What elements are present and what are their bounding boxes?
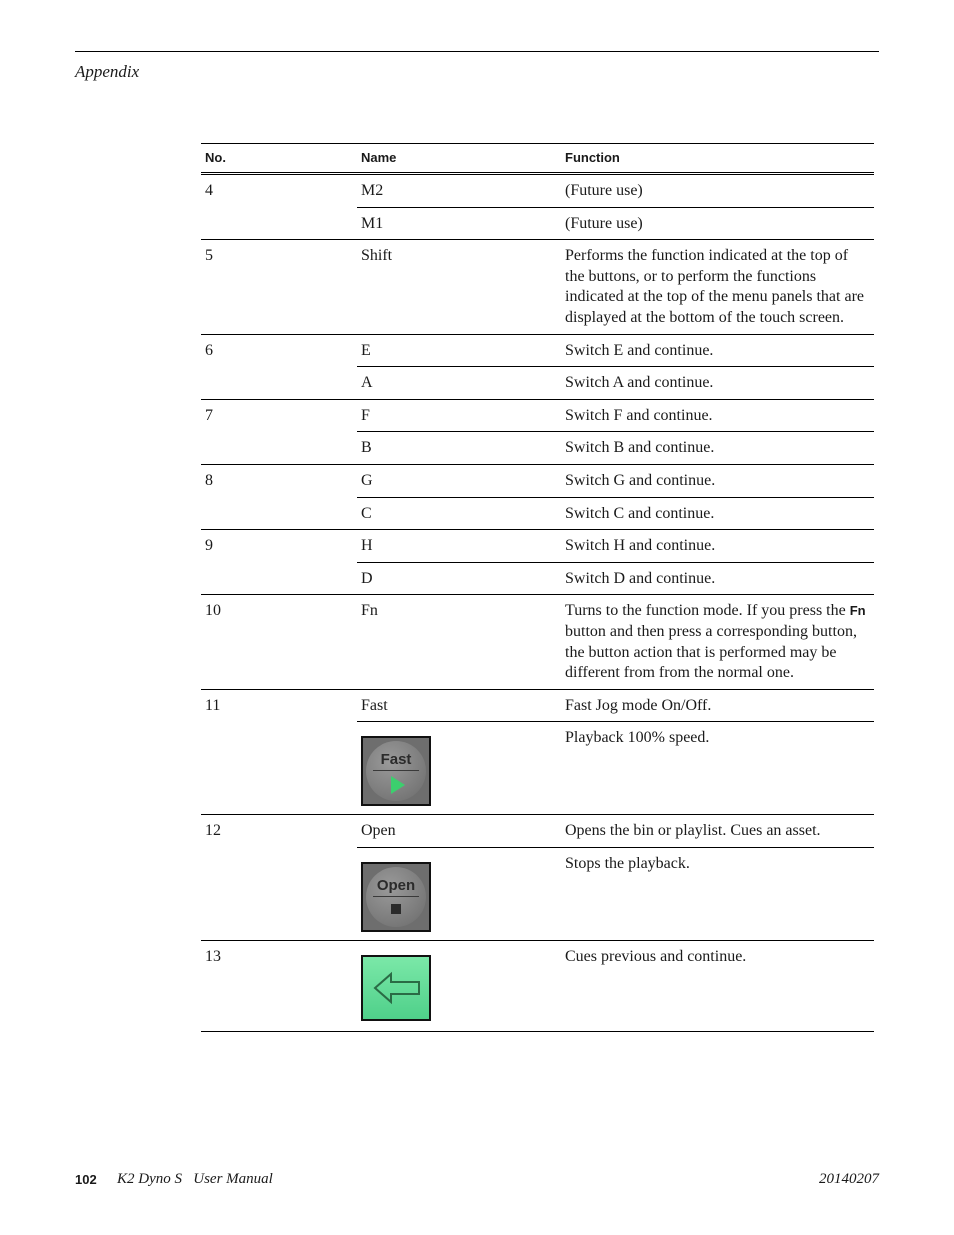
cell-name: H bbox=[357, 530, 561, 563]
table-row bbox=[201, 940, 874, 1031]
cell-name: B bbox=[357, 432, 561, 465]
cell-no: 8 bbox=[205, 471, 213, 489]
cell-no: 10 bbox=[201, 595, 357, 689]
cell-no: 9 bbox=[205, 537, 213, 555]
cell-no: 4 bbox=[205, 182, 213, 199]
fn-button-code: Fn bbox=[849, 603, 866, 619]
stop-square-icon bbox=[363, 864, 429, 930]
cell-function: Opens the bin or playlist. Cues an asset. bbox=[561, 815, 874, 848]
running-head: Appendix bbox=[75, 62, 140, 81]
cell-function: Stops the playback. bbox=[561, 847, 874, 940]
cell-name: F bbox=[357, 399, 561, 432]
cell-function: Switch A and continue. bbox=[561, 367, 874, 400]
cell-name bbox=[357, 722, 561, 815]
table-row bbox=[201, 334, 874, 367]
table-row bbox=[201, 815, 874, 848]
table-row bbox=[201, 399, 874, 432]
cell-name: Fn bbox=[357, 595, 561, 689]
fast-button-label: Fast bbox=[380, 751, 412, 769]
cell-name: D bbox=[357, 562, 561, 595]
cell-no bbox=[201, 207, 357, 240]
fast-play-button-icon bbox=[361, 736, 431, 806]
cell-no bbox=[201, 722, 357, 815]
cell-no bbox=[201, 497, 357, 530]
cell-name: Open bbox=[357, 815, 561, 848]
cue-previous-arrow-icon bbox=[361, 955, 431, 1021]
table-row bbox=[201, 497, 874, 530]
cell-name: Fast bbox=[357, 689, 561, 722]
cell-no bbox=[201, 847, 357, 940]
cell-function: Switch E and continue. bbox=[561, 334, 874, 367]
cell-function: Cues previous and continue. bbox=[561, 940, 874, 1031]
function-text: button and then press a corresponding button, the button action that is performed may be different from from the normal one. bbox=[565, 622, 857, 682]
table-row bbox=[201, 174, 874, 208]
cell-function: Fast Jog mode On/Off. bbox=[561, 689, 874, 722]
cell-function bbox=[561, 595, 874, 689]
cell-function: Playback 100% speed. bbox=[561, 722, 874, 815]
left-arrow-icon bbox=[363, 957, 429, 1019]
cell-no bbox=[201, 367, 357, 400]
cell-no: 5 bbox=[201, 240, 357, 334]
manual-title: K2 Dyno S User Manual bbox=[117, 1171, 273, 1187]
table-row bbox=[201, 367, 874, 400]
cell-function: Switch B and continue. bbox=[561, 432, 874, 465]
cell-name: Shift bbox=[357, 240, 561, 334]
table-row bbox=[201, 595, 874, 689]
cell-name: M1 bbox=[357, 207, 561, 240]
cell-function: (Future use) bbox=[561, 174, 874, 208]
table-header-row bbox=[201, 144, 874, 174]
table-row bbox=[201, 432, 874, 465]
cell-name: E bbox=[357, 334, 561, 367]
cell-name: A bbox=[357, 367, 561, 400]
play-triangle-icon bbox=[363, 738, 429, 804]
cell-no: 7 bbox=[205, 406, 213, 424]
cell-name: G bbox=[357, 464, 561, 497]
cell-no bbox=[201, 432, 357, 465]
cell-function: Switch F and continue. bbox=[561, 399, 874, 432]
cell-name bbox=[357, 940, 561, 1031]
function-table bbox=[201, 143, 874, 1032]
cell-function: Switch G and continue. bbox=[561, 464, 874, 497]
table-row bbox=[201, 207, 874, 240]
table-row bbox=[201, 530, 874, 563]
cell-name bbox=[357, 847, 561, 940]
open-stop-button-icon bbox=[361, 862, 431, 932]
col-header-function: Function bbox=[561, 144, 874, 174]
table-row bbox=[201, 562, 874, 595]
cell-function: Switch C and continue. bbox=[561, 497, 874, 530]
cell-no bbox=[201, 562, 357, 595]
cell-name: M2 bbox=[357, 174, 561, 208]
table-row bbox=[201, 689, 874, 722]
document-date: 20140207 bbox=[819, 1171, 879, 1187]
col-header-name: Name bbox=[357, 144, 561, 174]
cell-no: 13 bbox=[201, 940, 357, 1031]
table-row bbox=[201, 240, 874, 334]
function-text: Turns to the function mode. If you press the bbox=[565, 602, 846, 620]
cell-no: 11 bbox=[205, 696, 221, 714]
col-header-no: No. bbox=[201, 144, 357, 174]
header-rule bbox=[75, 51, 879, 52]
cell-no: 12 bbox=[205, 822, 221, 840]
cell-function: (Future use) bbox=[561, 207, 874, 240]
cell-no: 6 bbox=[205, 341, 213, 359]
table-row bbox=[201, 464, 874, 497]
cell-function: Performs the function indicated at the top of the buttons, or to perform the functions indicated at the top of the menu panels that are displayed at the bottom of the touch screen. bbox=[561, 240, 874, 334]
page-number: 102 bbox=[75, 1172, 97, 1187]
table-row bbox=[201, 722, 874, 815]
cell-name: C bbox=[357, 497, 561, 530]
open-button-label: Open bbox=[376, 876, 416, 894]
table-row bbox=[201, 847, 874, 940]
cell-function: Switch D and continue. bbox=[561, 562, 874, 595]
cell-function: Switch H and continue. bbox=[561, 530, 874, 563]
